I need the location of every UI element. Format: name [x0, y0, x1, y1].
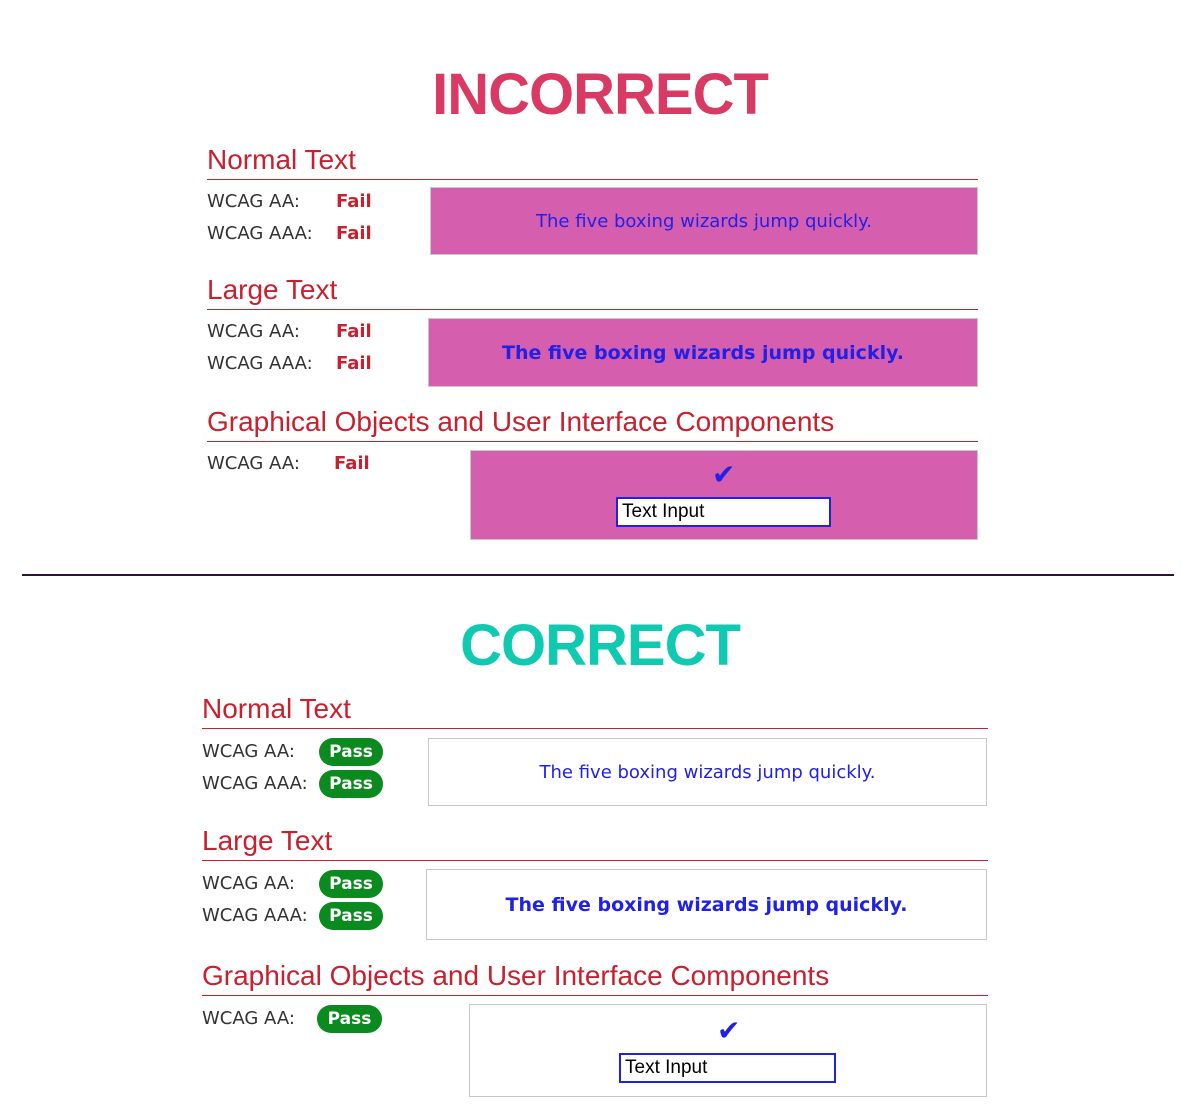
section-divider: [202, 728, 988, 729]
normal-text-sample: [430, 187, 978, 255]
sample-text: The five boxing wizards jump quickly.: [502, 341, 904, 364]
section-heading: Graphical Objects and User Interface Components: [207, 406, 835, 437]
section-heading: Normal Text: [207, 144, 356, 175]
sample-text: The five boxing wizards jump quickly.: [505, 893, 908, 916]
wcag-aa-label: WCAG AA:: [207, 191, 300, 212]
wcag-aa-label: WCAG AA:: [207, 453, 300, 474]
wcag-aa-result: Fail: [336, 191, 372, 212]
wcag-aaa-pass-badge: Pass: [319, 770, 383, 798]
wcag-aaa-result: Fail: [336, 353, 372, 374]
sample-text: The five boxing wizards jump quickly.: [536, 210, 872, 232]
section-divider: [202, 995, 988, 996]
wcag-aa-pass-badge: Pass: [319, 870, 383, 898]
checkmark-icon: ✔: [717, 1014, 741, 1047]
section-heading: Graphical Objects and User Interface Components: [202, 960, 830, 991]
sample-text: The five boxing wizards jump quickly.: [539, 761, 876, 783]
section-divider: [207, 179, 978, 180]
large-text-sample: [428, 318, 978, 387]
wcag-aa-label: WCAG AA:: [202, 873, 295, 894]
wcag-aaa-pass-badge: Pass: [319, 902, 383, 930]
wcag-aaa-label: WCAG AAA:: [207, 223, 313, 244]
section-heading: Large Text: [202, 825, 333, 856]
wcag-aa-result: Fail: [334, 453, 370, 474]
wcag-aa-pass-badge: Pass: [319, 738, 383, 766]
wcag-aa-label: WCAG AA:: [202, 741, 295, 762]
text-input[interactable]: [616, 497, 831, 527]
section-heading: Normal Text: [202, 693, 351, 724]
panel-divider: [22, 574, 1174, 576]
wcag-aaa-result: Fail: [336, 223, 372, 244]
wcag-aaa-label: WCAG AAA:: [202, 773, 308, 794]
section-divider: [207, 441, 978, 442]
section-heading: Large Text: [207, 274, 338, 305]
wcag-aa-pass-badge: Pass: [317, 1005, 382, 1033]
incorrect-title: INCORRECT: [432, 62, 768, 127]
large-text-sample: [426, 869, 987, 940]
correct-title: CORRECT: [460, 613, 740, 678]
normal-text-sample: [428, 738, 987, 806]
wcag-aa-label: WCAG AA:: [207, 321, 300, 342]
text-input[interactable]: [619, 1053, 836, 1083]
checkmark-icon: ✔: [712, 458, 736, 491]
wcag-aa-result: Fail: [336, 321, 372, 342]
section-divider: [202, 860, 988, 861]
wcag-aa-label: WCAG AA:: [202, 1008, 295, 1029]
section-divider: [207, 309, 978, 310]
wcag-aaa-label: WCAG AAA:: [202, 905, 308, 926]
wcag-aaa-label: WCAG AAA:: [207, 353, 313, 374]
